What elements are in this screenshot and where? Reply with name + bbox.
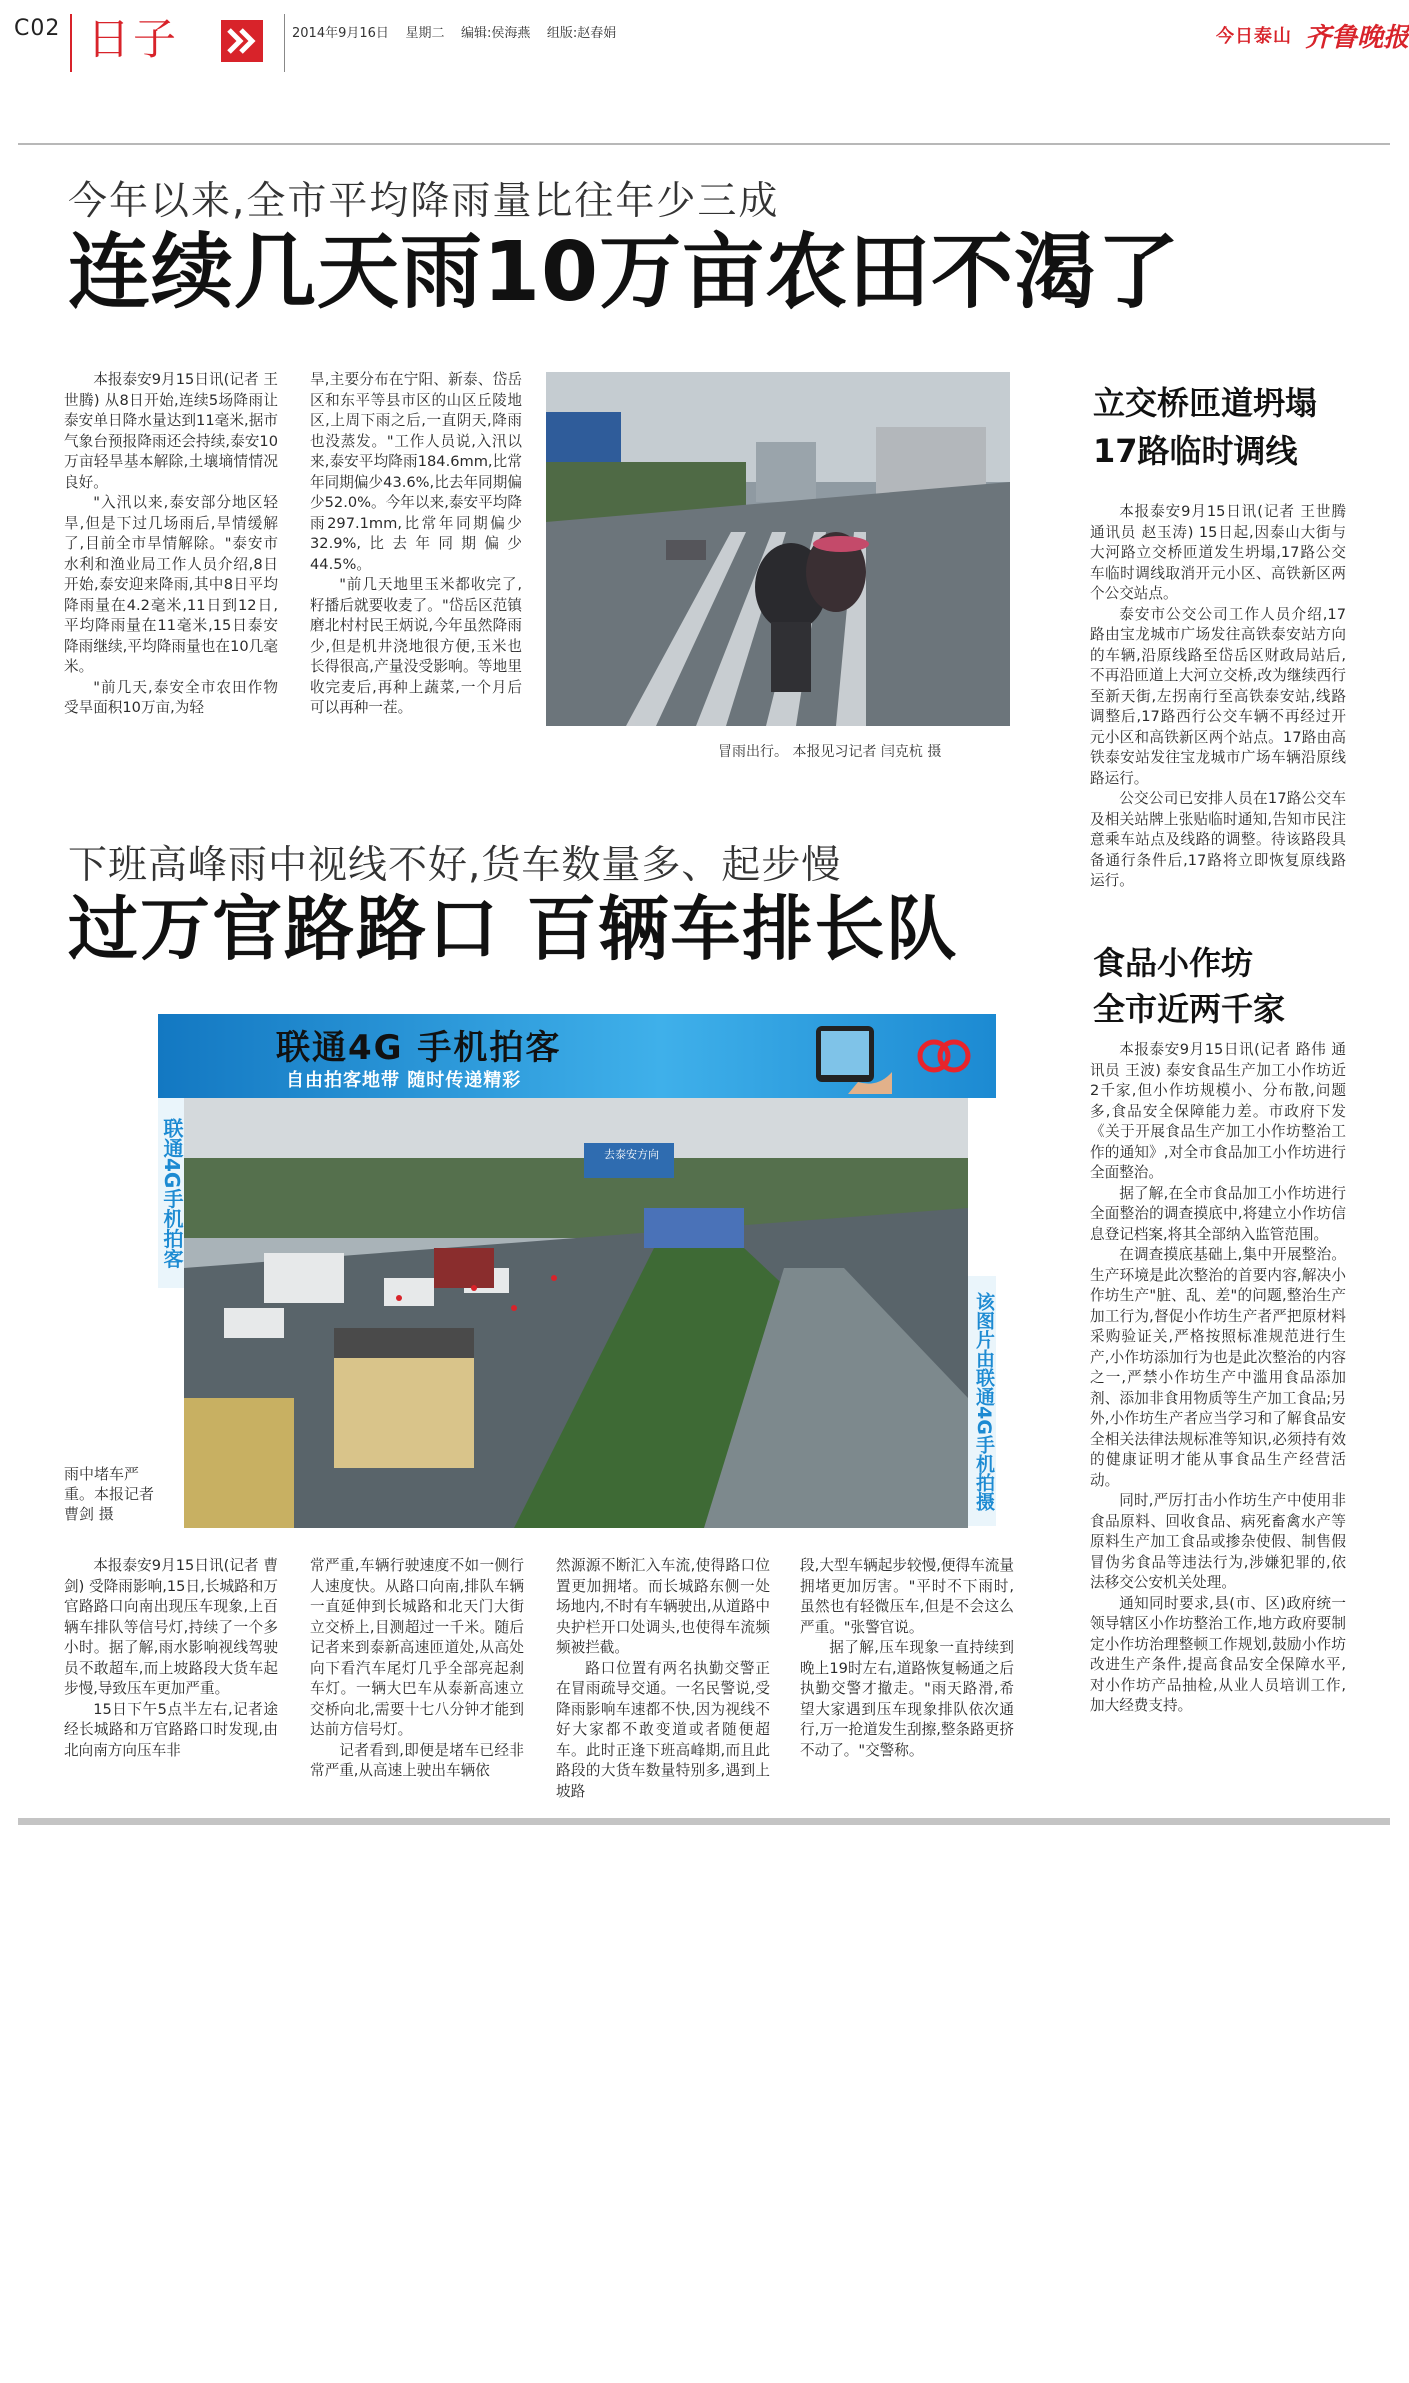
sidebar2-p1: 本报泰安9月15日讯(记者 路伟 通讯员 王波) 泰安食品生产加工小作坊近2千家,但小作坊规模小、分布散,问题多,食品安全保障能力差。市政府下发《关于开展食品生产加工小作坊整治工作的通知》,对全市食品加工小作坊进行全面整治。: [1090, 1041, 1346, 1181]
article1-kicker: 今年以来,全市平均降雨量比往年少三成: [68, 179, 780, 224]
article2-col4-p1: 段,大型车辆起步较慢,便得车流量拥堵更加厉害。"平时不下雨时,虽然也有轻微压车,但是不会这么严重。"张警官说。: [800, 1557, 1014, 1636]
ad-banner-title: 联通4G 手机拍客: [276, 1028, 562, 1068]
article1-col1: [64, 370, 278, 719]
hand-phone-icon: [808, 1022, 894, 1094]
article1-col2: [310, 370, 522, 719]
header-weekday: 星期二: [405, 26, 445, 41]
article1-col1-p3: "前几天,泰安全市农田作物受旱面积10万亩,为轻: [64, 678, 278, 716]
header-rule: [18, 143, 1390, 145]
sidebar2-title-2: 全市近两千家: [1093, 990, 1286, 1028]
header-edition: 今日泰山: [1216, 26, 1292, 47]
sidebar1-p1: 本报泰安9月15日讯(记者 王世腾 通讯员 赵玉涛) 15日起,因泰山大街与大河路立交桥匝道发生坍塌,17路公交车临时调线取消开元小区、高铁新区两个公交站点。: [1090, 503, 1346, 602]
sidebar2-p3: 在调查摸底基础上,集中开展整治。生产环境是此次整治的首要内容,解决小作坊生产"脏、乱、差"的问题,整治生产加工行为,督促小作坊生产者严把原材料采购验证关,严格按照标准规范进行生产,小作坊添加行为也是此次整治的内容之一,严禁小作坊生产中滥用食品添加剂、添加非食用物质等生产加工食品;另外,小作坊生产者应当学习和了解食品安全相关法律法规标准等知识,必须持有效的健康证明才能从事食品生产经营活动。: [1090, 1246, 1346, 1489]
sidebar1-p2: 泰安市公交公司工作人员介绍,17路由宝龙城市广场发往高铁泰安站方向的车辆,沿原线路至岱岳区财政局站后,不再沿匝道上大河立交桥,改为继续西行至新天街,左拐南行至高铁泰安站,线路调整后,17路西行公交车辆不再经过开元小区和高铁新区两个站点。17路由高铁泰安站发往宝龙城市广场车辆沿原线路运行。: [1090, 605, 1346, 787]
sidebar2-p5: 通知同时要求,县(市、区)政府统一领导辖区小作坊整治工作,地方政府要制定小作坊治理整顿工作规划,鼓励小作坊改进生产条件,提高食品安全保障水平,对小作坊产品抽检,从业人员培训工作,加大经费支持。: [1090, 1594, 1346, 1714]
ad-vertical-left: 联通4G手机拍客: [158, 1098, 184, 1288]
china-unicom-logo-icon: [914, 1036, 974, 1076]
article2-col2-p1: 常严重,车辆行驶速度不如一侧行人速度快。从路口向南,排队车辆一直延伸到长城路和北天门大街立交桥上,目测超过一千米。随后记者来到泰新高速匝道处,从高处向下看汽车尾灯几乎全部亮起刹车灯。一辆大巴车从泰新高速立交桥向北,需要十七八分钟才能到达前方信号灯。: [310, 1557, 524, 1738]
article2-col1-p1: 本报泰安9月15日讯(记者 曹剑) 受降雨影响,15日,长城路和万官路路口向南出现压车现象,上百辆车排队等信号灯,持续了一个多小时。据了解,雨水影响视线驾驶员不敢超车,而上坡路段大货车起步慢,导致压车更加严重。: [64, 1557, 278, 1697]
section-title: 日子: [87, 15, 179, 65]
article2-col2: [310, 1556, 524, 1782]
bottom-rule: [18, 1818, 1390, 1825]
sidebar1-p3: 公交公司已安排人员在17路公交车及相关站牌上张贴临时通知,告知市民注意乘车站点及线路的调整。待该路段具备通行条件后,17路将立即恢复原线路运行。: [1090, 790, 1346, 889]
page-number: C02: [14, 16, 61, 41]
sidebar1-title-1: 立交桥匝道坍塌: [1093, 384, 1318, 422]
sidebar2-p4: 同时,严厉打击小作坊生产中使用非食品原料、回收食品、病死畜禽水产等原料生产加工食品或掺杂使假、制售假冒伪劣食品等违法行为,涉嫌犯罪的,依法移交公安机关处理。: [1090, 1492, 1346, 1591]
header-meta: [292, 22, 616, 41]
road-sign: 去泰安方向: [604, 1148, 659, 1161]
header-divider-left: [70, 14, 72, 72]
header-divider-mid: [284, 14, 285, 72]
article2-photo-caption-text: 雨中堵车严重。本报记者 曹剑 摄: [64, 1465, 155, 1523]
article2-col4-p2: 据了解,压车现象一直持续到晚上19时左右,道路恢复畅通之后执勤交警才撤走。"雨天路滑,希望大家遇到压车现象排队依次通行,万一抢道发生刮擦,整条路更挤不动了。"交警称。: [800, 1639, 1014, 1759]
sidebar1-title-2: 17路临时调线: [1093, 432, 1298, 470]
article2-col1-p2: 15日下午5点半左右,记者途经长城路和万官路路口时发现,由北向南方向压车非: [64, 1700, 278, 1759]
article1-headline: 连续几天雨10万亩农田不渴了: [68, 225, 1181, 320]
double-chevron-icon: [221, 20, 263, 62]
brand-logo: 齐鲁晚报: [1305, 23, 1409, 53]
sidebar1-body: [1090, 502, 1346, 892]
unicom-ad-banner: [158, 1014, 996, 1098]
article2-col1: [64, 1556, 278, 1761]
article2-photo-caption: [64, 1464, 162, 1524]
article1-col1-p2: "入汛以来,泰安部分地区轻旱,但是下过几场雨后,旱情缓解了,目前全市旱情解除。"泰安市水利和渔业局工作人员介绍,8日开始,泰安迎来降雨,其中8日平均降雨量在4.2毫米,11日到12日,平均降雨量在11毫米,15日泰安降雨继续,平均降雨量也在10几毫米。: [64, 494, 278, 675]
article1-col2-p2: "前几天地里玉米都收完了,籽播后就要收麦了。"岱岳区范镇磨北村村民王炳说,今年虽然降雨少,但是机井浇地很方便,玉米也长得很高,产量没受影响。等地里收完麦后,再种上蔬菜,一个月后可以再种一茬。: [310, 576, 522, 716]
header-editor: 编辑:侯海燕: [460, 26, 531, 41]
article1-col1-p1: 本报泰安9月15日讯(记者 王世腾) 从8日开始,连续5场降雨让泰安单日降水量达到11毫米,据市气象台预报降雨还会持续,泰安10万亩轻旱基本解除,土壤墒情情况良好。: [64, 371, 278, 491]
sidebar2-body: [1090, 1040, 1346, 1717]
header-date: 2014年9月16日: [292, 26, 389, 41]
article2-kicker: 下班高峰雨中视线不好,货车数量多、起步慢: [68, 843, 842, 888]
header-layout: 组版:赵春娟: [546, 26, 617, 41]
article2-col4: [800, 1556, 1014, 1761]
rain-street-photo: [546, 372, 1010, 726]
traffic-jam-photo: [184, 1098, 968, 1528]
article2-headline: 过万官路路口 百辆车排长队: [68, 888, 959, 970]
article2-col3-p1: 然源源不断汇入车流,使得路口位置更加拥堵。而长城路东侧一处场地内,不时有车辆驶出,从道路中央护栏开口处调头,也使得车流频频被拦截。: [556, 1557, 770, 1656]
sidebar2-title-1: 食品小作坊: [1093, 944, 1254, 982]
article1-col2-p1: 旱,主要分布在宁阳、新泰、岱岳区和东平等县市区的山区丘陵地区,上周下雨之后,一直阴天,降雨也没蒸发。"工作人员说,入汛以来,泰安平均降雨184.6mm,比常年同期偏少43.6%,比去年同期偏少52.0%。今年以来,泰安平均降雨297.1mm,比常年同期偏少32.9%,比去年同期偏少44.5%。: [310, 371, 522, 573]
ad-banner-slogan: 自由拍客地带 随时传递精彩: [286, 1070, 522, 1091]
article2-col2-p2: 记者看到,即便是堵车已经非常严重,从高速上驶出车辆依: [310, 1741, 524, 1779]
article2-col3-p2: 路口位置有两名执勤交警正在冒雨疏导交通。一名民警说,受降雨影响车速都不快,因为视线不好大家都不敢变道或者随便超车。此时正逢下班高峰期,而且此路段的大货车数量特别多,遇到上坡路: [556, 1659, 770, 1800]
article2-col3: [556, 1556, 770, 1802]
sidebar2-p2: 据了解,在全市食品加工小作坊进行全面整治的调查摸底中,将建立小作坊信息登记档案,将其全部纳入监管范围。: [1090, 1184, 1346, 1243]
article1-photo-caption: 冒雨出行。 本报见习记者 闫克杭 摄: [718, 744, 942, 760]
ad-vertical-right: 该图片由联通4G手机拍摄: [968, 1276, 996, 1526]
